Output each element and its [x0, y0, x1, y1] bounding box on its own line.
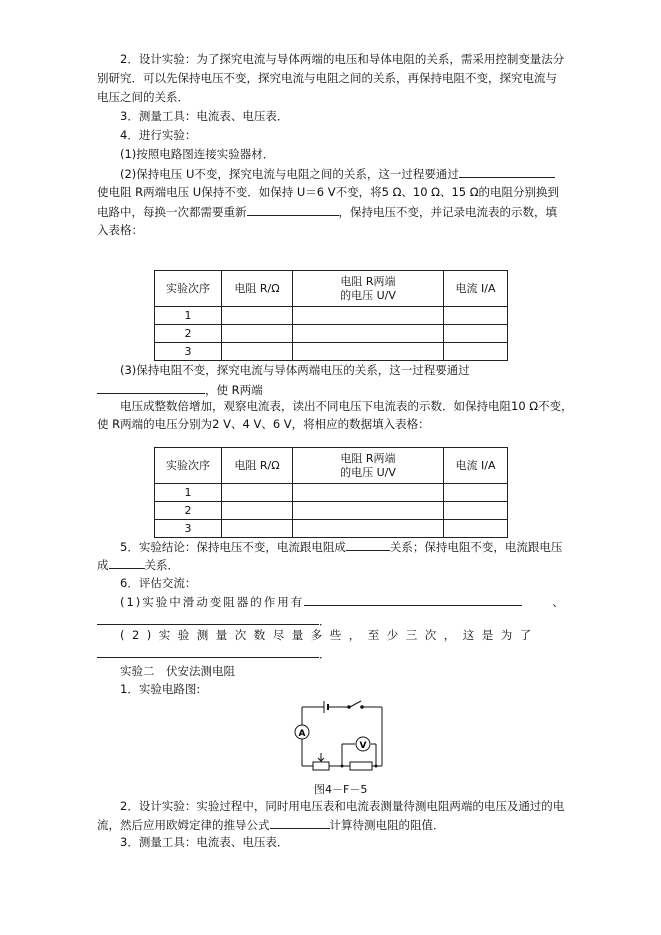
fill-blank[interactable] [346, 538, 390, 551]
step-2-text: (2)保持电压 U不变，探究电流与电阻之间的关系，这一过程要通过 [120, 167, 459, 181]
table-row [155, 484, 508, 502]
table-cell[interactable] [222, 343, 293, 361]
exp1-step-1: (1)按照电路图连接实验器材． [120, 147, 275, 161]
table-cell-trial: 3 [155, 520, 222, 538]
table-cell[interactable] [444, 520, 508, 538]
exp1-step-2-line-2: 使电阻 R两端电压 U保持不变．如保持 U＝6 V不变，将5 Ω、10 Ω、15 Ω的电阻分别换到 [97, 185, 560, 199]
exp1-tools: 3．测量工具：电流表、电压表． [120, 109, 289, 123]
fill-blank[interactable] [459, 165, 555, 178]
conclusion-line-2 [97, 556, 179, 573]
table-cell[interactable] [444, 343, 508, 361]
table-cell[interactable] [293, 343, 444, 361]
rheostat-icon [313, 762, 329, 770]
table-cell[interactable] [222, 484, 293, 502]
fill-blank[interactable] [304, 593, 522, 606]
table-header-current: 电流 I/A [444, 271, 508, 307]
evaluation-heading: 6．评估交流： [120, 576, 197, 590]
table-header-trial: 实验次序 [155, 448, 222, 484]
table-header-resistance: 电阻 R/Ω [222, 271, 293, 307]
ammeter-label: A [298, 729, 306, 739]
fill-blank[interactable] [247, 203, 339, 216]
conclusion-text: 关系． [144, 558, 179, 572]
table-cell[interactable] [444, 307, 508, 325]
exp2-design-line-2 [97, 816, 445, 833]
table-header-resistance: 电阻 R/Ω [222, 448, 293, 484]
exp2-text: 流，然后应用欧姆定律的推导公式 [97, 818, 270, 832]
table-cell[interactable] [444, 325, 508, 343]
step-2-text: ，保持电压不变，并记录电流表的示数，填 [338, 205, 557, 219]
table-cell[interactable] [444, 502, 508, 520]
data-table-voltage [154, 447, 508, 538]
table-header-voltage: 电阻 R两端 的电压 U/V [293, 448, 444, 484]
circuit-diagram [280, 695, 400, 775]
exp1-step-3-line-1: (3)保持电阻不变，探究电流与导体两端电压的关系，这一过程要通过 [120, 363, 470, 377]
table-row [155, 307, 508, 325]
exp1-design-line-2: 别研究．可以先保持电压不变，探究电流与电阻之间的关系，再保持电阻不变，探究电流与 [97, 71, 557, 85]
evaluation-text: (1)实验中滑动变阻器的作用有 [120, 595, 305, 609]
exp2-tools: 3．测量工具：电流表、电压表． [120, 835, 289, 849]
exp1-design-line-3: 电压之间的关系． [97, 90, 189, 104]
table-cell[interactable] [293, 520, 444, 538]
exp1-step-2-line-3 [97, 203, 557, 220]
exp1-step-3-line-2 [97, 381, 263, 398]
exp2-text: 计算待测电阻的阻值． [329, 818, 445, 832]
step-2-text: 电路中，每换一次都需要重新 [97, 205, 247, 219]
table-cell[interactable] [293, 502, 444, 520]
conclusion-text: 成 [97, 558, 109, 572]
exp1-step-3-line-3: 电压成整数倍增加，观察电流表，读出不同电压下电流表的示数．如保持电阻10 Ω不变， [120, 399, 573, 413]
voltmeter-label: V [359, 741, 367, 751]
table-header-trial: 实验次序 [155, 271, 222, 307]
fill-blank[interactable] [97, 612, 319, 625]
exp1-step-2-line-4: 入表格： [97, 223, 143, 237]
table-row [155, 520, 508, 538]
exp1-step-3-line-4: 使 R两端的电压分别为2 V、4 V、6 V，将相应的数据填入表格： [97, 417, 430, 431]
evaluation-sep: 、 [552, 595, 566, 609]
table-cell[interactable] [222, 502, 293, 520]
table-cell[interactable] [444, 484, 508, 502]
evaluation-item-2: (2)实验测量次数尽量多些，至少三次，这是为了 [120, 628, 539, 642]
table-cell[interactable] [293, 325, 444, 343]
table-cell[interactable] [222, 307, 293, 325]
fill-blank[interactable] [109, 556, 145, 569]
table-cell-trial: 3 [155, 343, 222, 361]
exp2-design-line-1: 2．设计实验：实验过程中，同时用电压表和电流表测量待测电阻两端的电压及通过的电 [120, 799, 565, 813]
table-row [155, 502, 508, 520]
conclusion-text: 关系；保持电阻不变，电流跟电压 [389, 540, 563, 554]
table-cell[interactable] [222, 325, 293, 343]
exp1-procedure-heading: 4．进行实验： [120, 128, 197, 142]
table-cell[interactable] [222, 520, 293, 538]
conclusion-text: 5．实验结论：保持电压不变，电流跟电阻成 [120, 540, 346, 554]
table-cell[interactable] [293, 484, 444, 502]
conclusion-line-1 [120, 538, 562, 555]
fill-blank[interactable] [270, 816, 330, 829]
evaluation-item-1 [120, 593, 566, 610]
exp2-circuit-label: 1．实验电路图: [120, 682, 201, 696]
period: ． [319, 647, 331, 661]
table-header-current: 电流 I/A [444, 448, 508, 484]
fill-blank[interactable] [97, 381, 205, 394]
table-cell-trial: 1 [155, 307, 222, 325]
table-row [155, 325, 508, 343]
table-cell-trial: 1 [155, 484, 222, 502]
table-cell-trial: 2 [155, 325, 222, 343]
exp1-step-2-line-1 [120, 165, 555, 182]
table-cell[interactable] [293, 307, 444, 325]
resistor-icon [350, 762, 372, 770]
step-3-text: ，使 R两端 [205, 383, 263, 397]
table-header-voltage: 电阻 R两端 的电压 U/V [293, 271, 444, 307]
evaluation-item-2-cont [97, 645, 331, 662]
table-cell-trial: 2 [155, 502, 222, 520]
exp1-design-line-1: 2．设计实验：为了探究电流与导体两端的电压和导体电阻的关系，需采用控制变量法分 [120, 52, 565, 66]
figure-caption: 图4－F－5 [314, 783, 368, 796]
fill-blank[interactable] [97, 645, 319, 658]
table-row [155, 343, 508, 361]
data-table-resistance [154, 270, 508, 361]
switch-icon [350, 701, 361, 707]
exp2-title: 实验二 伏安法测电阻 [120, 664, 235, 678]
period: ． [319, 614, 331, 628]
